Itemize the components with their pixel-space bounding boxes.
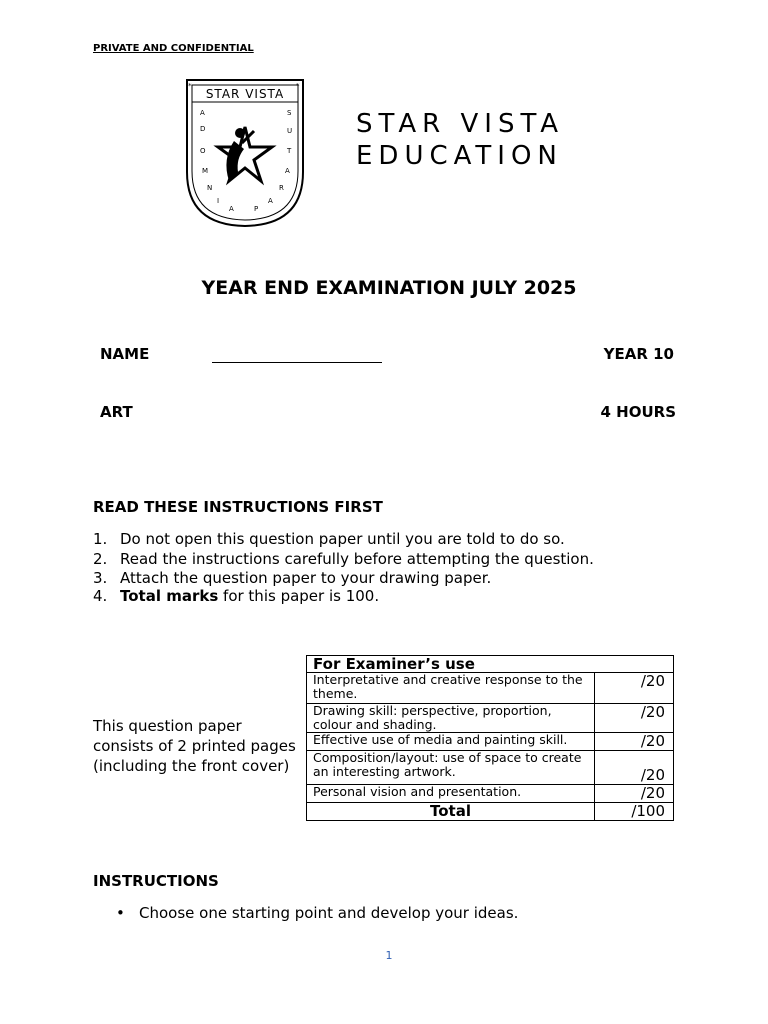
svg-text:*: * <box>188 82 192 90</box>
mark-cell: /20 <box>595 673 674 704</box>
brand-line-2: EDUCATION <box>356 141 563 171</box>
table-row <box>307 751 674 785</box>
table-row <box>307 704 674 733</box>
table-row <box>307 733 674 751</box>
table-total-row <box>307 803 674 821</box>
school-crest-logo <box>184 77 306 229</box>
svg-text:P: P <box>254 205 259 213</box>
read-instructions-list <box>93 529 594 604</box>
mark-cell: /20 <box>595 704 674 733</box>
mark-cell: /20 <box>595 751 674 785</box>
svg-text:S: S <box>287 109 292 117</box>
examiner-use-table <box>306 655 674 821</box>
name-label: NAME <box>100 345 150 363</box>
svg-text:I: I <box>217 197 220 205</box>
criterion-cell: Interpretative and creative response to the theme. <box>307 673 595 704</box>
svg-text:*: * <box>296 82 300 90</box>
read-instructions-heading: READ THESE INSTRUCTIONS FIRST <box>93 498 383 516</box>
svg-text:A: A <box>268 197 273 205</box>
table-row <box>307 785 674 803</box>
svg-text:T: T <box>287 147 292 155</box>
list-item: 3. Attach the question paper to your drawing paper. <box>93 569 492 587</box>
criterion-cell: Effective use of media and painting skill. <box>307 733 595 751</box>
criterion-cell: Composition/layout: use of space to create an interesting artwork. <box>307 751 595 785</box>
instructions-heading: INSTRUCTIONS <box>93 872 219 890</box>
svg-text:U: U <box>287 127 293 135</box>
list-item: 4. Total marks for this paper is 100. <box>93 587 380 605</box>
year-label: YEAR 10 <box>603 345 674 363</box>
duration-label: 4 HOURS <box>600 403 676 421</box>
mark-cell: /20 <box>595 785 674 803</box>
svg-text:N: N <box>207 184 213 192</box>
name-blank-line[interactable] <box>212 346 382 363</box>
bullet-text: Choose one starting point and develop your ideas. <box>139 904 519 922</box>
table-row <box>307 673 674 704</box>
bullet-icon: • <box>116 904 125 922</box>
svg-text:A: A <box>200 109 205 117</box>
list-item: 2. Read the instructions carefully before attempting the question. <box>93 550 594 568</box>
brand-line-1: STAR VISTA <box>356 109 565 139</box>
confidential-label: PRIVATE AND CONFIDENTIAL <box>93 43 254 54</box>
page-count-note: This question paper consists of 2 printed pages (including the front cover) <box>93 717 296 775</box>
svg-text:D: D <box>200 125 206 133</box>
mark-cell: /20 <box>595 733 674 751</box>
list-item: 1. Do not open this question paper until you are told to do so. <box>93 530 565 548</box>
page-number: 1 <box>385 949 393 962</box>
total-mark-cell: /100 <box>595 803 674 821</box>
table-heading: For Examiner’s use <box>307 656 674 673</box>
criterion-cell: Personal vision and presentation. <box>307 785 595 803</box>
criterion-cell: Drawing skill: perspective, proportion, colour and shading. <box>307 704 595 733</box>
brand-name <box>356 108 564 172</box>
svg-text:R: R <box>279 184 284 192</box>
subject-label: ART <box>100 403 133 421</box>
crest-top-text: STAR VISTA <box>205 87 285 101</box>
svg-text:O: O <box>200 147 206 155</box>
svg-text:A: A <box>285 167 290 175</box>
exam-title: YEAR END EXAMINATION JULY 2025 <box>201 277 577 299</box>
svg-text:A: A <box>229 205 234 213</box>
table-header-row <box>307 656 674 673</box>
total-label-cell: Total <box>307 803 595 821</box>
svg-text:M: M <box>202 167 209 175</box>
